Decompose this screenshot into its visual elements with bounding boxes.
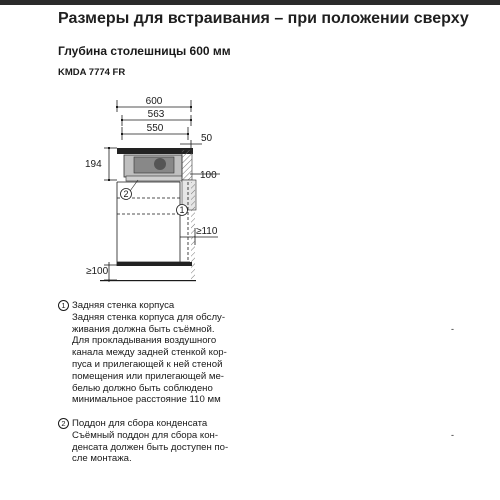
- air-duct: [182, 150, 192, 180]
- svg-text:2: 2: [123, 189, 129, 199]
- svg-text:1: 1: [179, 205, 185, 215]
- section-title: Глубина столешницы 600 мм: [58, 44, 231, 58]
- note-line: Задняя стенка корпуса для обслу-: [72, 311, 226, 323]
- dim-floor-100-label: ≥100: [86, 266, 109, 277]
- note-line: минимальное расстояние 110 мм: [72, 394, 221, 406]
- margin-mark: -: [451, 430, 454, 440]
- note-heading: Задняя стенка корпуса: [72, 300, 175, 311]
- page-title: Размеры для встраивания – при положении сверху: [58, 10, 469, 27]
- note-line: Для прокладывания воздушного: [72, 335, 217, 347]
- dim-550-label: 550: [146, 123, 164, 134]
- dim-50-label: 50: [201, 133, 213, 144]
- dim-110-label: ≥110: [196, 226, 218, 237]
- note-line: белью должно быть соблюдено: [72, 382, 213, 394]
- note-line: пуса и прилегающей к ней стеной: [72, 358, 223, 370]
- callout-2: [121, 180, 139, 200]
- note-line: Съёмный поддон для сбора кон-: [72, 429, 219, 441]
- model-label: KMDA 7774 FR: [58, 67, 126, 78]
- note-line: канала между задней стенкой кор-: [72, 347, 227, 359]
- dim-194-label: 194: [85, 159, 102, 170]
- note-line: живания должна быть съёмной.: [72, 323, 215, 335]
- note-number: 2: [58, 418, 69, 429]
- countertop: [117, 148, 193, 154]
- margin-mark: -: [451, 324, 454, 334]
- dim-600-label: 600: [145, 96, 163, 107]
- wall: [191, 182, 195, 280]
- note-rear-panel: [58, 300, 258, 406]
- note-line: сле монтажа.: [72, 453, 132, 465]
- hob-fan: [154, 158, 166, 170]
- dim-563-label: 563: [147, 109, 165, 120]
- note-line: помещения или прилегающей ме-: [72, 370, 224, 382]
- note-condensate-tray: [58, 418, 258, 465]
- note-number: 1: [58, 300, 69, 311]
- note-line: денсата должен быть доступен по-: [72, 441, 229, 453]
- hob-unit: [134, 157, 174, 173]
- plinth: [117, 262, 192, 266]
- floor-line: [100, 280, 196, 281]
- note-heading: Поддон для сбора конденсата: [72, 418, 208, 429]
- dim-100-label: 100: [200, 170, 217, 181]
- condensate-tray: [126, 176, 182, 181]
- callout-1: [177, 205, 188, 216]
